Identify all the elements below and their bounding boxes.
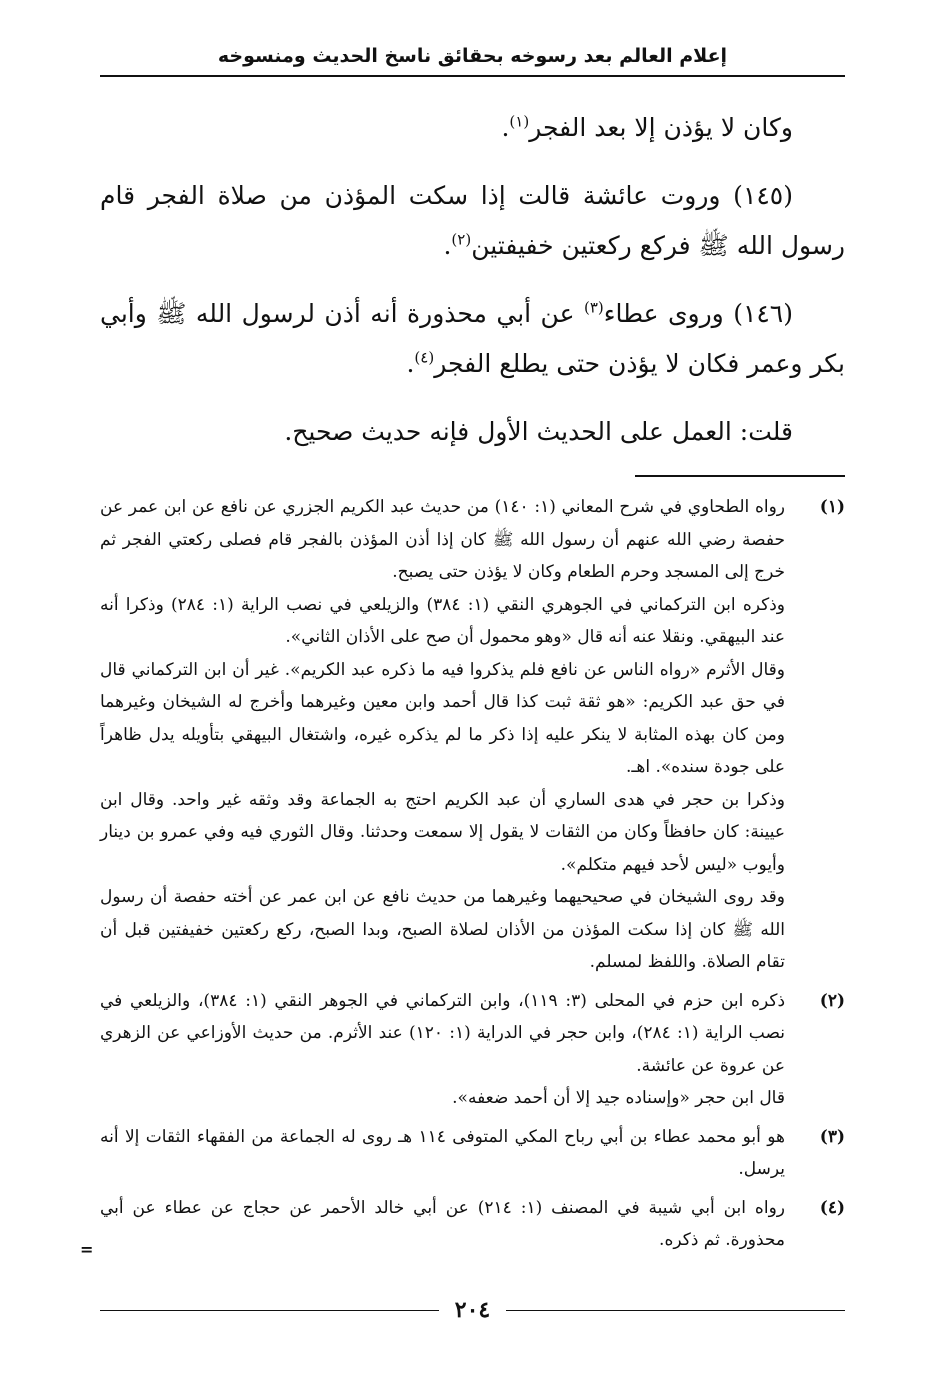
footnote-4 — [100, 1192, 845, 1257]
footnote-ref-4[interactable]: (٤) — [414, 348, 435, 367]
paragraph-1-end: . — [501, 113, 510, 142]
paragraph-3 — [100, 289, 845, 389]
footnote-body — [100, 1121, 785, 1186]
paragraph-2 — [100, 171, 845, 271]
page-footer — [100, 1290, 845, 1330]
footnote-ref-1[interactable]: (١) — [509, 112, 530, 131]
footnote-paragraph: وذكرا بن حجر في هدى الساري أن عبد الكريم احتج به الجماعة وقد وثقه غير واحد. وقال ابن عيينة: كان حافظاً وكان من الثقات لا يقول إلا سمعت وحدثنا. وقال الثوري فيه وفي عمرو بن دينار وأيوب «ليس لأحد فيهم متكلم». — [100, 789, 785, 875]
paragraph-3-text-b: عن أبي محذورة أنه أذن لرسول الله ﷺ وأبي بكر وعمر فكان لا يؤذن حتى يطلع الفجر — [100, 299, 845, 378]
paragraph-4: قلت: العمل على الحديث الأول فإنه حديث صحيح. — [284, 417, 793, 446]
footnote-paragraph: وقال الأثرم «رواه الناس عن نافع فلم يذكروا فيه ما ذكره عبد الكريم». غير أن ابن التركماني قال في حق عبد الكريم: «هو ثقة ثبت كذا قال أحمد وابن معين وغيرهما وأخرج له الشيخان وغيرهما ومن كان بهذه المثابة لا ينكر عليه إذا ذكر ما لم يذكره غيره، واشتغال البيهقي بتأويله يدل ظاهراً على جودة سنده». اهـ. — [100, 659, 785, 777]
footer-rule-right — [506, 1310, 845, 1311]
paragraph-3-text: (١٤٦) وروى عطاء — [603, 299, 794, 328]
main-text — [100, 103, 845, 457]
footnotes — [100, 491, 845, 1257]
footnote-number: (٢) — [819, 990, 845, 1011]
footnote-paragraph: هو أبو محمد عطاء بن أبي رباح المكي المتوفى ١١٤ هـ روى له الجماعة من الفقهاء الثقات إلا أنه يرسل. — [100, 1126, 785, 1179]
paragraph-2-text: (١٤٥) وروت عائشة قالت إذا سكت المؤذن من صلاة الفجر قام رسول الله ﷺ فركع ركعتين خفيفتين — [100, 181, 845, 260]
running-header: إعلام العالم بعد رسوخه بحقائق ناسخ الحديث ومنسوخه — [100, 45, 845, 77]
footnote-body — [100, 985, 785, 1115]
footnote-1 — [100, 491, 845, 979]
footnote-body — [100, 491, 785, 979]
footnote-paragraph: قال ابن حجر «وإسناده جيد إلا أن أحمد ضعفه». — [452, 1088, 785, 1108]
footnote-body — [100, 1192, 785, 1257]
footnote-paragraph: رواه ابن أبي شيبة في المصنف (١: ٢١٤) عن أبي خالد الأحمر عن حجاج عن عطاء عن أبي محذورة. ثم ذكره. — [100, 1197, 785, 1250]
footnote-2 — [100, 985, 845, 1115]
footnote-paragraph: وقد روى الشيخان في صحيحيهما وغيرهما من حديث نافع عن ابن عمر عن أخته حفصة أن رسول الله ﷺ كان إذا سكت المؤذن من الأذان لصلاة الصبح، وبدا الصبح، ركع ركعتين خفيفتين قبل أن تقام الصلاة. واللفظ لمسلم. — [100, 887, 785, 972]
footnote-ref-2[interactable]: (٢) — [451, 230, 472, 249]
footer-rule-left — [100, 1310, 439, 1311]
footnote-number: (٤) — [819, 1197, 845, 1218]
paragraph-3-end: . — [406, 349, 415, 378]
page — [100, 45, 845, 1263]
footnote-separator — [635, 475, 845, 477]
continuation-mark: = — [80, 1240, 94, 1259]
paragraph-2-end: . — [443, 231, 452, 260]
paragraph-1 — [100, 103, 845, 153]
footnote-number: (١) — [819, 497, 845, 517]
footnote-paragraph: وذكره ابن التركماني في الجوهري النقي (١: ٣٨٤) والزيلعي في نصب الراية (١: ٢٨٤) وذكرا أنه عند البيهقي. ونقلا عنه أنه قال «وهو محمول أن صح على الأذان الثاني». — [100, 594, 786, 647]
footnote-paragraph: ذكره ابن حزم في المحلى (٣: ١١٩)، وابن التركماني في الجوهر النقي (١: ٣٨٤)، والزيلعي في نصب الراية (١: ٢٨٤)، وابن حجر في الدراية (١: ١٢٠) عند الأثرم. من حديث الأوزاعي عن الزهري عن عروة عن عائشة. — [100, 990, 786, 1076]
footnote-paragraph: رواه الطحاوي في شرح المعاني (١: ١٤٠) من حديث عبد الكريم الجزري عن نافع عن ابن عمر عن حفصة رضي الله عنهم أن رسول الله ﷺ كان إذا أذن المؤذن بالفجر قام فصلى ركعتي الفجر ثم خرج إلى المسجد وحرم الطعام وكان لا يؤذن حتى يصبح. — [100, 497, 786, 582]
footnote-ref-3[interactable]: (٣) — [583, 298, 604, 317]
footnote-number: (٣) — [819, 1126, 845, 1147]
page-number: ٢٠٤ — [454, 1297, 491, 1323]
paragraph-1-text: وكان لا يؤذن إلا بعد الفجر — [529, 113, 793, 142]
footnote-3 — [100, 1121, 845, 1186]
